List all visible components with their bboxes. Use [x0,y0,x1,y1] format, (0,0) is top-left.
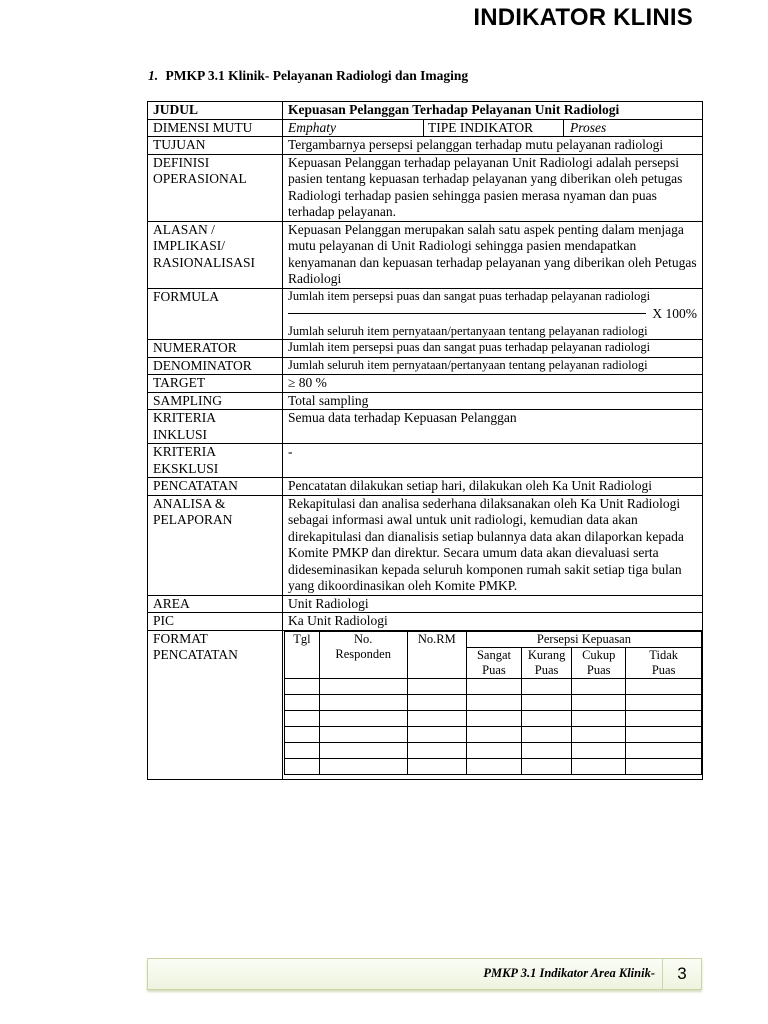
label-numerator: NUMERATOR [148,340,283,358]
label-pencatatan: PENCATATAN [148,478,283,496]
label-inklusi-line1: KRITERIA [153,410,216,425]
row-pic [148,613,703,631]
row-formula [148,288,703,340]
value-definisi-operasional: Kepuasan Pelanggan terhadap pelayanan Unit Radiologi adalah persepsi pasien tentang kepuasan terhadap pelayanan yang diberikan oleh petugas Radiologi terhadap pasien sehingga pasien merasa nyaman dan puas terhadap pelayanan. [283,154,703,221]
value-pic: Ka Unit Radiologi [283,613,703,631]
label-dimensi-mutu: DIMENSI MUTU [148,119,283,137]
format-col-norm: No.RM [407,631,466,678]
format-col-no-responden-line2: Responden [335,646,391,661]
label-analisa-line2: PELAPORAN [153,512,233,527]
label-format-line1: FORMAT [153,630,208,646]
format-col-no-responden [319,631,407,678]
page-header-title: INDIKATOR KLINIS [473,4,693,31]
formula-numerator: Jumlah item persepsi puas dan sangat puas terhadap pelayanan radiologi [288,288,651,303]
fraction-rule [288,313,646,314]
value-dimensi-mutu-cell [283,119,703,137]
label-eksklusi-line1: KRITERIA [153,444,216,459]
sangat-line2: Puas [482,662,506,677]
section-title: PMKP 3.1 Klinik- Pelayanan Radiologi dan Imaging [165,68,469,83]
format-col-tgl: Tgl [285,631,320,678]
label-kriteria-inklusi [148,410,283,444]
value-judul: Kepuasan Pelanggan Terhadap Pelayanan Unit Radiologi [283,102,703,120]
value-sampling: Total sampling [283,392,703,410]
row-tujuan [148,137,703,155]
sangat-line1: Sangat [476,647,511,662]
format-empty-row [285,726,702,742]
row-format-pencatatan [148,630,703,779]
label-target: TARGET [148,375,283,393]
value-tujuan: Tergambarnya persepsi pelanggan terhadap mutu pelayanan radiologi [283,137,703,155]
label-alasan [148,221,283,288]
format-empty-row [285,710,702,726]
value-format-pencatatan [283,630,703,779]
value-formula [283,288,703,340]
row-alasan [148,221,703,288]
footer-page-number: 3 [662,959,701,989]
format-header-row [285,631,702,647]
format-col-sangat-puas [466,647,521,678]
row-dimensi-mutu [148,119,703,137]
label-format-pencatatan [148,630,283,779]
kurang-line2: Puas [534,662,559,677]
formula-denominator: Jumlah seluruh item pernyataan/pertanyaan tentang pelayanan radiologi [288,323,648,338]
label-judul: JUDUL [148,102,283,120]
format-col-kurang-puas [522,647,572,678]
cukup-line2: Puas [586,662,611,677]
row-sampling [148,392,703,410]
row-target [148,375,703,393]
row-pencatatan [148,478,703,496]
format-col-no-responden-line1: No. [353,631,373,646]
label-format-line2: PENCATATAN [153,647,238,662]
section-number: 1. [148,68,159,83]
row-denominator [148,357,703,375]
tidak-line1: Tidak [649,647,679,662]
label-alasan-line3: RASIONALISASI [153,254,256,270]
section-heading [148,68,468,84]
label-alasan-line1: ALASAN / [153,221,215,237]
label-inklusi-line2: INKLUSI [153,426,207,442]
value-kriteria-inklusi: Semua data terhadap Kepuasan Pelanggan [283,410,703,444]
format-col-cukup-puas [572,647,626,678]
label-kriteria-eksklusi [148,444,283,478]
value-dimensi-mutu: Emphaty [283,120,424,137]
row-kriteria-inklusi [148,410,703,444]
value-denominator: Jumlah seluruh item pernyataan/pertanyaan tentang pelayanan radiologi [283,357,703,375]
label-definisi-operasional [148,154,283,221]
row-judul [148,102,703,120]
label-definisi-line2: OPERASIONAL [153,171,247,186]
format-pencatatan-table [284,631,702,775]
label-alasan-line2: IMPLIKASI/ [153,238,226,253]
label-denominator: DENOMINATOR [148,357,283,375]
formula-multiplier: X 100% [652,306,697,321]
label-analisa-pelaporan [148,495,283,595]
label-eksklusi-line2: EKSKLUSI [153,460,219,476]
format-col-tidak-puas [626,647,702,678]
format-empty-row [285,758,702,774]
formula-fraction-line [288,306,697,322]
format-empty-row [285,742,702,758]
row-kriteria-eksklusi [148,444,703,478]
tidak-line2: Puas [651,662,676,677]
row-area [148,595,703,613]
format-empty-row [285,678,702,694]
kurang-line1: Kurang [527,647,566,662]
value-pencatatan: Pencatatan dilakukan setiap hari, dilakukan oleh Ka Unit Radiologi [283,478,703,496]
format-group-persepsi-kepuasan: Persepsi Kepuasan [466,631,701,647]
footer-text: PMKP 3.1 Indikator Area Klinik- [483,966,655,980]
cukup-line1: Cukup [582,647,616,662]
page-footer [147,958,702,990]
row-analisa-pelaporan [148,495,703,595]
value-area: Unit Radiologi [283,595,703,613]
label-definisi-line1: DEFINISI [153,154,210,170]
label-tujuan: TUJUAN [148,137,283,155]
label-sampling: SAMPLING [148,392,283,410]
value-numerator: Jumlah item persepsi puas dan sangat puas terhadap pelayanan radiologi [283,340,703,358]
label-area: AREA [148,595,283,613]
indicator-table [147,101,703,780]
value-analisa-pelaporan: Rekapitulasi dan analisa sederhana dilaksanakan oleh Ka Unit Radiologi sebagai informasi awal untuk unit radiologi, kemudian data akan direkapitulasi dan dianalisis setiap bulannya data akan dilaporkan kepada Komite PMKP dan direktur. Secara umum data akan dievaluasi serta dideseminasikan kepada seluruh komponen rumah sakit setiap tiga bulan yang dikoordinasikan oleh Komite PMKP. [283,495,703,595]
value-target: ≥ 80 % [283,375,703,393]
format-empty-row [285,694,702,710]
row-definisi-operasional [148,154,703,221]
label-formula: FORMULA [148,288,283,340]
label-analisa-line1: ANALISA & [153,495,226,511]
value-tipe-indikator: Proses [570,119,607,135]
label-pic: PIC [148,613,283,631]
value-alasan: Kepuasan Pelanggan merupakan salah satu aspek penting dalam menjaga mutu pelayanan di Unit Radiologi sehingga pasien mendapatkan kenyamanan dan kepuasan terhadap pelayanan yang diberikan oleh Petugas Radiologi [283,221,703,288]
label-tipe-indikator: TIPE INDIKATOR [424,120,564,137]
value-kriteria-eksklusi: - [283,444,703,478]
row-numerator [148,340,703,358]
